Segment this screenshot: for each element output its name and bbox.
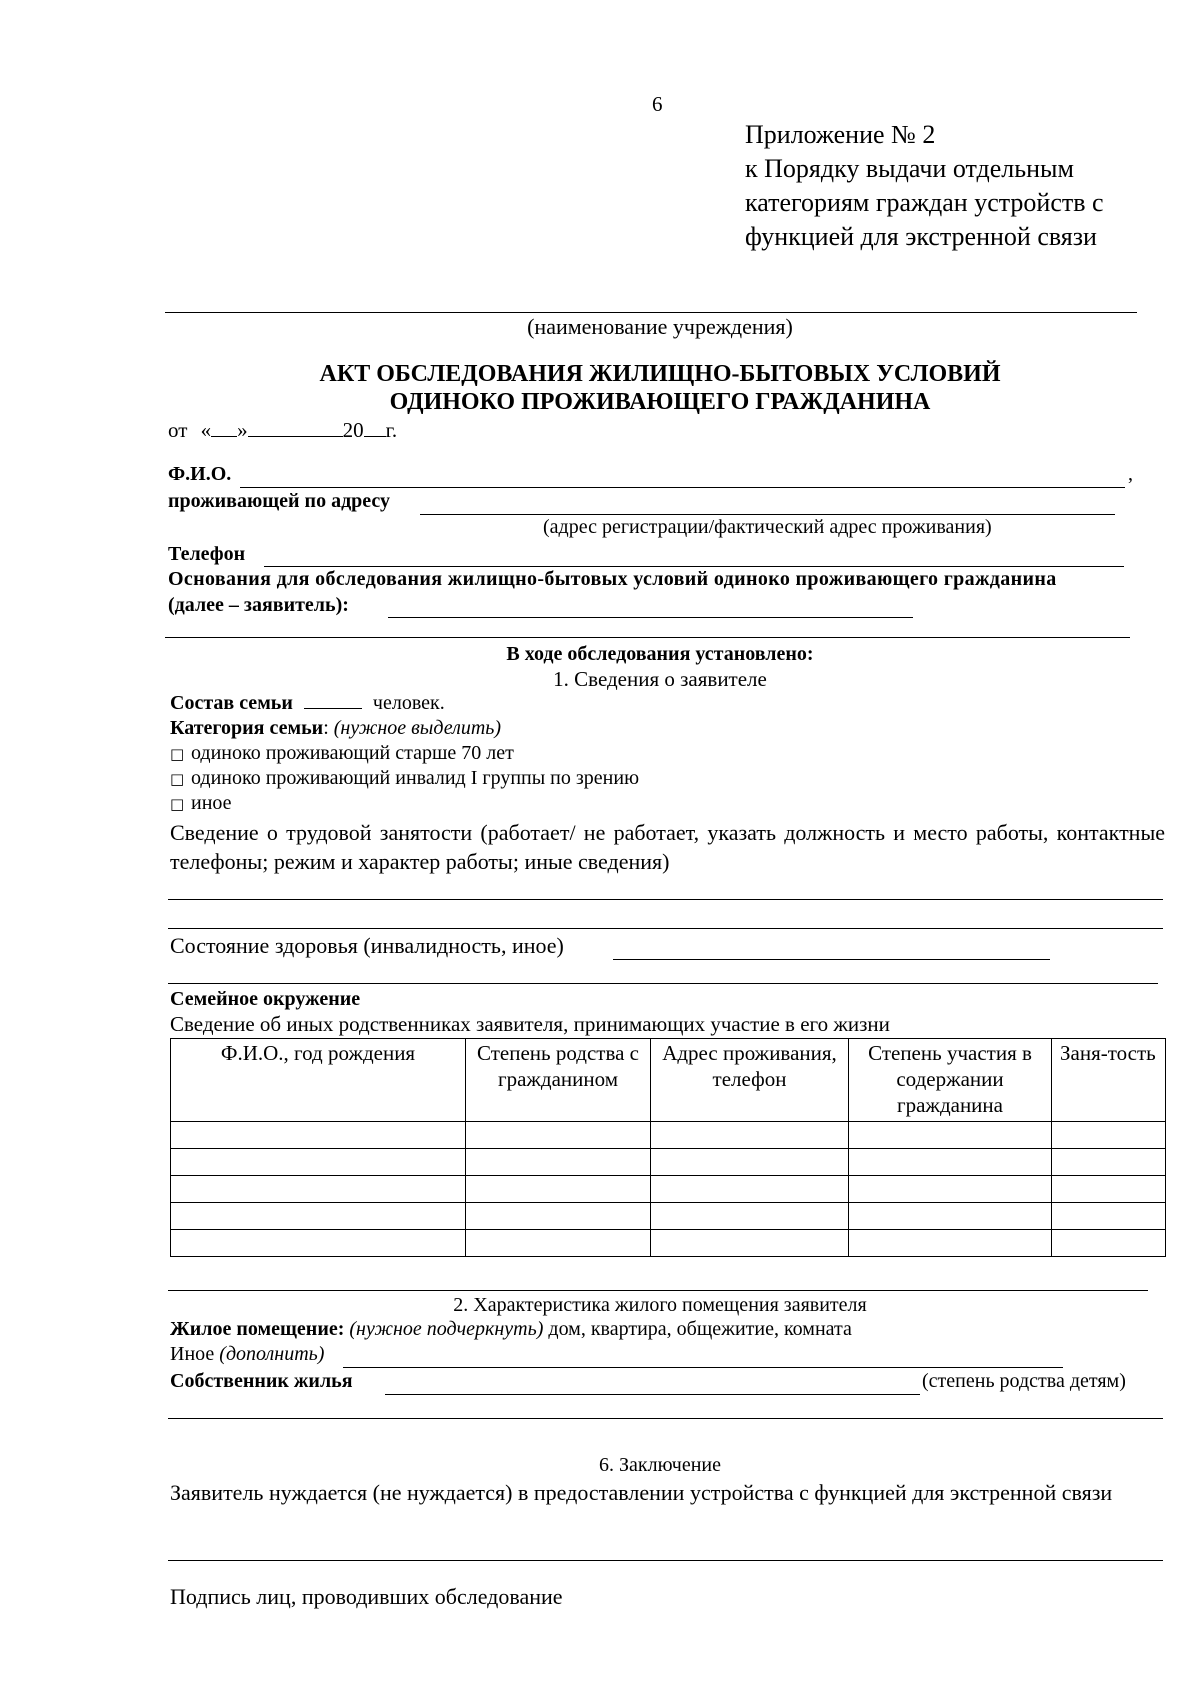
table-row [171,1122,1166,1149]
category-hint: (нужное выделить) [333,717,502,739]
date-day-blank [211,436,237,437]
appendix-line-4: функцией для экстренной связи [745,222,1097,251]
date-year-suffix: г. [385,418,398,442]
grounds-line-blank [388,617,913,618]
date-year-prefix: 20 [342,418,364,442]
owner-caption: (степень родства детям) [922,1370,1126,1392]
table-cell[interactable] [651,1230,849,1257]
table-cell[interactable] [651,1176,849,1203]
grounds-line-extra [165,637,1130,638]
date-year-blank [364,436,386,437]
page-number: 6 [652,92,663,116]
relatives-label: Сведение об иных родственниках заявителя, принимающих участие в его жизни [170,1012,890,1036]
date-prefix: от [168,418,188,442]
table-cell[interactable] [466,1203,651,1230]
owner-label: Собственник жилья [170,1370,353,1392]
grounds-line-1: Основания для обследования жилищно-бытовых условий одиноко проживающего гражданина [168,568,1057,590]
table-cell[interactable] [1052,1203,1166,1230]
conclusion-text: Заявитель нуждается (не нуждается) в предоставлении устройства с функцией для экстренной связи [170,1480,1113,1505]
health-line [613,959,1050,960]
table-cell[interactable] [171,1176,466,1203]
table-cell[interactable] [651,1203,849,1230]
table-cell[interactable] [466,1149,651,1176]
date-month-blank [248,436,343,437]
family-size-blank [304,708,362,709]
date-open-quote: « [200,418,212,442]
housing-hint: (нужное подчеркнуть) [349,1318,544,1340]
table-cell[interactable] [651,1149,849,1176]
health-label: Состояние здоровья (инвалидность, иное) [170,933,564,958]
housing-options: дом, квартира, общежитие, комната [548,1318,852,1340]
date-line [168,418,397,443]
health-line-extra [168,983,1158,984]
checkbox-icon: □ [170,795,185,813]
table-cell[interactable] [849,1176,1052,1203]
date-close-quote: » [237,418,248,442]
table-cell[interactable] [1052,1122,1166,1149]
column-header-employment: Заня-тость [1052,1039,1166,1122]
column-header-relation: Степень родства с гражданином [466,1039,651,1122]
table-cell[interactable] [171,1203,466,1230]
fio-label: Ф.И.О. [168,463,232,485]
table-cell[interactable] [171,1149,466,1176]
category-colon: : [323,717,329,739]
section6-heading: 6. Заключение [599,1454,721,1476]
checkbox-icon: □ [170,745,185,763]
checkbox-icon: □ [170,770,185,788]
family-size-row [170,692,445,715]
appendix-line-1: Приложение № 2 [745,120,936,149]
table-row [171,1176,1166,1203]
appendix-block [745,118,1104,254]
section2-heading: 2. Характеристика жилого помещения заявителя [453,1294,867,1316]
conclusion-line [168,1560,1163,1561]
employment-line-2 [168,928,1163,929]
title-line-2: ОДИНОКО ПРОЖИВАЮЩЕГО ГРАЖДАНИНА [389,389,931,415]
other-label: Иное [170,1343,215,1365]
table-cell[interactable] [849,1203,1052,1230]
title-line-1: АКТ ОБСЛЕДОВАНИЯ ЖИЛИЩНО-БЫТОВЫХ УСЛОВИЙ [319,361,1001,387]
grounds-line-2: (далее – заявитель): [168,594,349,616]
table-row [171,1203,1166,1230]
table-cell[interactable] [1052,1230,1166,1257]
option-label: одиноко проживающий инвалид I группы по зрению [191,767,640,789]
employment-line-1 [168,899,1163,900]
table-cell[interactable] [849,1122,1052,1149]
option-label: иное [191,792,232,814]
column-header-fio: Ф.И.О., год рождения [171,1039,466,1122]
table-cell[interactable] [1052,1149,1166,1176]
fio-comma: , [1128,463,1133,485]
appendix-line-3: категориям граждан устройств с [745,188,1104,217]
option-label: одиноко проживающий старше 70 лет [191,742,514,764]
address-label: проживающей по адресу [168,490,391,512]
findings-heading: В ходе обследования установлено: [506,643,814,665]
column-header-participation: Степень участия в содержании гражданина [849,1039,1052,1122]
owner-line [385,1394,920,1395]
other-row [170,1343,324,1366]
section1-heading: 1. Сведения о заявителе [553,667,767,691]
table-cell[interactable] [849,1149,1052,1176]
address-caption: (адрес регистрации/фактический адрес проживания) [543,516,992,538]
institution-caption: (наименование учреждения) [527,314,793,339]
category-option-3 [170,792,232,815]
phone-line [264,566,1124,567]
fio-line [240,487,1125,488]
family-size-label: Состав семьи [170,692,293,714]
family-size-unit: человек. [372,692,445,714]
table-cell[interactable] [1052,1176,1166,1203]
table-cell[interactable] [466,1176,651,1203]
category-row [170,717,501,740]
table-cell[interactable] [171,1122,466,1149]
institution-line [165,312,1137,313]
table-cell[interactable] [466,1122,651,1149]
document-title [0,360,1200,416]
other-line [343,1367,1063,1368]
table-cell[interactable] [651,1122,849,1149]
employment-text: Сведение о трудовой занятости (работает/ не работает, указать должность и место работы, контактные телефоны; режим и характер работы; иные сведения) [170,820,1165,874]
phone-label: Телефон [168,543,246,565]
family-env-label: Семейное окружение [170,988,361,1010]
column-header-address: Адрес проживания, телефон [651,1039,849,1122]
relatives-table [170,1038,1166,1257]
table-cell[interactable] [849,1230,1052,1257]
owner-extra-line [168,1418,1163,1419]
appendix-line-2: к Порядку выдачи отдельным [745,154,1074,183]
table-row [171,1230,1166,1257]
category-label: Категория семьи [170,717,324,739]
table-cell[interactable] [466,1230,651,1257]
table-row [171,1149,1166,1176]
table-cell[interactable] [171,1230,466,1257]
category-option-1 [170,742,514,765]
table-after-line [168,1290,1148,1291]
housing-row [170,1318,852,1341]
other-hint: (дополнить) [219,1343,325,1365]
signature-label: Подпись лиц, проводивших обследование [170,1584,563,1609]
category-option-2 [170,767,639,790]
address-line [420,514,1115,515]
housing-label: Жилое помещение: [170,1318,345,1340]
table-header-row [171,1039,1166,1122]
